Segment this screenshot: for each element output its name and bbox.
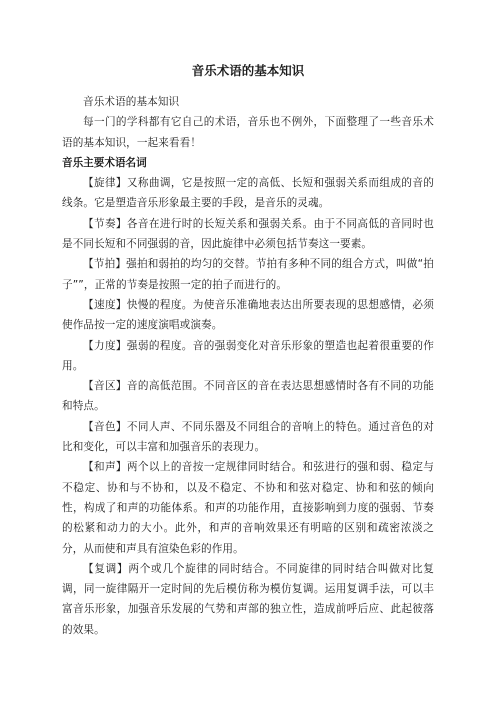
intro-paragraph: 每一门的学科都有它自己的术语，音乐也不例外，下面整理了一些音乐术语的基本知识，一起来看看！ xyxy=(62,116,434,149)
term-polyphony: 【复调】两个或几个旋律的同时结合。不同旋律的同时结合叫做对比复调，同一旋律隔开一定时间的先后模仿称为模仿复调。运用复调手法，可以丰富音乐形象，加强音乐发展的气势和声部的独立性，造成前呼后应、此起彼落的效果。 xyxy=(62,562,434,636)
term-meter: 【节拍】强拍和弱拍的均匀的交替。节拍有多种不同的组合方式，叫做“拍子””，正常的节奏是按照一定的拍子而进行的。 xyxy=(62,258,434,291)
term-dynamics: 【力度】强弱的程度。音的强弱变化对音乐形象的塑造也起着很重要的作用。 xyxy=(62,339,434,372)
term-tempo: 【速度】快慢的程度。为使音乐准确地表达出所要表现的思想感情，必须使作品按一定的速度演唱或演奏。 xyxy=(62,298,434,332)
term-register: 【音区】音的高低范围。不同音区的音在表达思想感情时各有不同的功能和特点。 xyxy=(62,380,434,413)
term-rhythm: 【节奏】各音在进行时的长短关系和强弱关系。由于不同高低的音同时也是不同长短和不同强弱的音，因此旋律中必须包括节奏这一要素。 xyxy=(62,217,434,251)
document-title: 音乐术语的基本知识 xyxy=(191,63,305,78)
term-melody: 【旋律】又称曲调，它是按照一定的高低、长短和强弱关系而组成的音的线条。它是塑造音乐形象最主要的手段，是音乐的灵魂。 xyxy=(62,177,434,210)
section-heading: 音乐主要术语名词 xyxy=(62,156,147,169)
term-timbre: 【音色】不同人声、不同乐器及不同组合的音响上的特色。通过音色的对比和变化，可以丰富和加强音乐的表现力。 xyxy=(62,420,434,454)
term-harmony: 【和声】两个以上的音按一定规律同时结合。和弦进行的强和弱、稳定与不稳定、协和与不协和，以及不稳定、不协和和弦对稳定、协和和弦的倾向性，构成了和声的功能体系。和声的功能作用，直接影响到力度的强弱、节奏的松紧和动力的大小。此外，和声的音响效果还有明暗的区别和疏密浓淡之分，从而使和声具有渲染色彩的作用。 xyxy=(62,461,434,555)
document-subtitle: 音乐术语的基本知识 xyxy=(83,96,180,108)
